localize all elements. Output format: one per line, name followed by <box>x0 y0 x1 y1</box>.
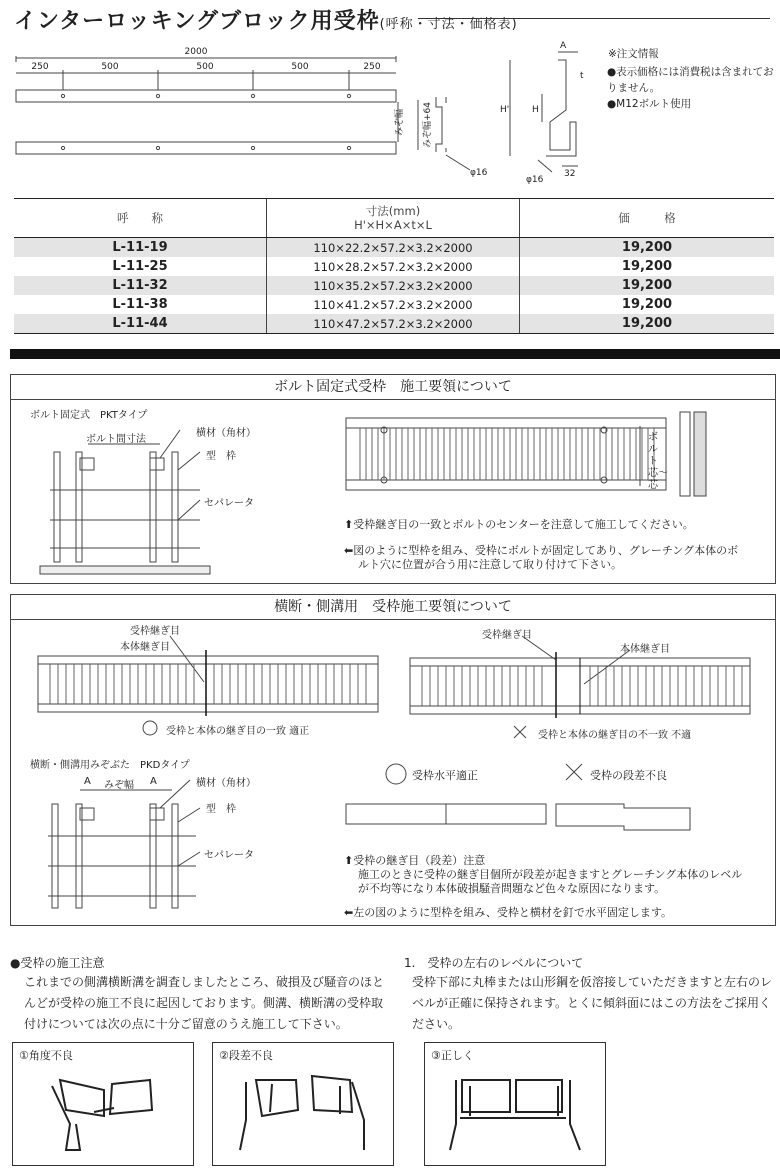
dim-seg1: 250 <box>31 62 49 72</box>
dim-a-left: A <box>84 776 91 787</box>
page-title: インターロッキングブロック用受枠(呼称・寸法・価格表) <box>14 9 518 34</box>
dim-seg5: 250 <box>363 62 381 72</box>
step-note-1b: 施工のときに受枠の継ぎ目個所が段差が起きますとグレーチング本体のレベル <box>358 868 743 881</box>
dim-total: 2000 <box>184 47 208 57</box>
row-price: 19,200 <box>520 276 775 295</box>
dim-seg2: 500 <box>101 62 119 72</box>
row-dims: 110×28.2×57.2×3.2×2000 <box>267 257 520 276</box>
dim-t: t <box>580 71 584 81</box>
bolt-center-label: ボルト芯〜芯 <box>648 432 668 491</box>
pkd-type-label: 横断・側溝用みぞぶた PKDタイプ <box>30 760 190 771</box>
level-ok-label: 受枠水平適正 <box>412 769 478 782</box>
page-subtitle: (呼称・寸法・価格表) <box>379 17 518 32</box>
pkd-separator-label: セパレータ <box>204 850 254 861</box>
dim-H: H <box>532 105 539 115</box>
dim-32: 32 <box>564 169 576 179</box>
pkd-form-label: 型 枠 <box>206 804 236 815</box>
bolt-note-1: ⬆受枠継ぎ目の一致とボルトのセンターを注意して施工してください。 <box>344 518 694 531</box>
joint-body-label-ok: 本体継ぎ目 <box>120 642 170 653</box>
dim-width-label: みぞ幅 <box>395 108 405 136</box>
joint-frame-label-ok: 受枠継ぎ目 <box>130 626 180 637</box>
caution-text: これまでの側溝横断溝を調査しましたところ、破損及び騒音のほとんどが受枠の施工不良に起因しております。側溝、横断溝の受枠取付けについては次の点に十分ご留意のうえ施工して下さい。 <box>24 975 385 1031</box>
row-name: L-11-32 <box>14 276 267 295</box>
row-price: 19,200 <box>520 238 775 258</box>
dim-A: A <box>560 41 567 51</box>
level-ng-label: 受枠の段差不良 <box>590 769 667 782</box>
dim-hole2: φ16 <box>526 175 544 185</box>
dim-Hp: H' <box>500 105 510 115</box>
section-bolt-heading: ボルト固定式受枠 施工要領について <box>11 375 775 400</box>
panel-step-bad-label: ②段差不良 <box>219 1049 273 1062</box>
bolt-pitch-label: ボルト間寸法 <box>86 434 146 445</box>
order-info-heading: ※注文情報 <box>608 48 659 60</box>
separator-label: セパレータ <box>204 498 254 509</box>
dim-seg4: 500 <box>291 62 309 72</box>
dim-width: みぞ幅 <box>104 780 134 791</box>
pkd-crossbar-label: 横材（角材） <box>196 778 256 789</box>
row-name: L-11-44 <box>14 314 267 334</box>
ng-caption: 受枠と本体の継ぎ目の不一致 不適 <box>538 730 692 741</box>
row-dims: 110×22.2×57.2×3.2×2000 <box>267 238 520 258</box>
col-name: 呼 称 <box>14 199 267 238</box>
row-name: L-11-19 <box>14 238 267 258</box>
dim-width-plus: みぞ幅+64 <box>423 102 433 148</box>
pkt-type-label: ボルト固定式 PKTタイプ <box>30 410 148 421</box>
row-name: L-11-38 <box>112 297 168 312</box>
step-note-2: ⬅左の図のように型枠を組み、受枠と横材を釘で水平固定します。 <box>344 906 672 919</box>
bolt-note-2b: ルト穴に位置が合う用に注意して取り付けて下さい。 <box>358 558 622 571</box>
panel-angle-bad-label: ①角度不良 <box>19 1049 73 1062</box>
col-dims: 寸法(mm) H'×H×A×t×L <box>267 199 520 238</box>
step-note-1c: が不均等になり本体破損騒音問題など色々な原因になります。 <box>358 882 666 895</box>
order-note-tax: ●表示価格には消費税は含まれておりません。 <box>607 66 774 94</box>
order-note-bolt: ●M12ボルト使用 <box>607 98 692 110</box>
dim-seg3: 500 <box>196 62 214 72</box>
row-dims: 110×41.2×57.2×3.2×2000 <box>267 295 520 314</box>
crossbar-label: 横材（角材） <box>196 428 256 439</box>
joint-frame-label-ng: 受枠継ぎ目 <box>482 630 532 641</box>
joint-body-label-ng: 本体継ぎ目 <box>620 644 670 655</box>
caution-heading: ●受枠の施工注意 <box>10 956 105 970</box>
form-label: 型 枠 <box>206 451 236 462</box>
bolt-note-2a: ⬅図のように型枠を組み、受枠にボルトが固定してあり、グレーチング本体のボ <box>344 544 739 557</box>
row-name: L-11-25 <box>112 259 168 274</box>
row-dims: 110×35.2×57.2×3.2×2000 <box>267 276 520 295</box>
step-note-1: ⬆受枠の継ぎ目（段差）注意 <box>344 854 486 867</box>
dim-a-right: A <box>150 776 157 787</box>
row-dims: 110×47.2×57.2×3.2×2000 <box>267 314 520 334</box>
dim-hole: φ16 <box>470 168 488 178</box>
row-price: 19,200 <box>520 314 775 334</box>
panel-correct-label: ③正しく <box>431 1049 474 1062</box>
col-price: 価 格 <box>520 199 775 238</box>
row-price: 19,200 <box>520 295 775 314</box>
row-price: 19,200 <box>520 257 775 276</box>
level-text: 受枠下部に丸棒または山形鋼を仮溶接していただきますと左右のレベルが正確に保持されます。とくに傾斜面にはこの方法をご採用ください。 <box>412 975 773 1031</box>
level-heading: 1. 受枠の左右のレベルについて <box>404 956 584 970</box>
ok-caption: 受枠と本体の継ぎ目の一致 適正 <box>166 726 310 737</box>
section-cross-heading: 横断・側溝用 受枠施工要領について <box>11 595 775 620</box>
